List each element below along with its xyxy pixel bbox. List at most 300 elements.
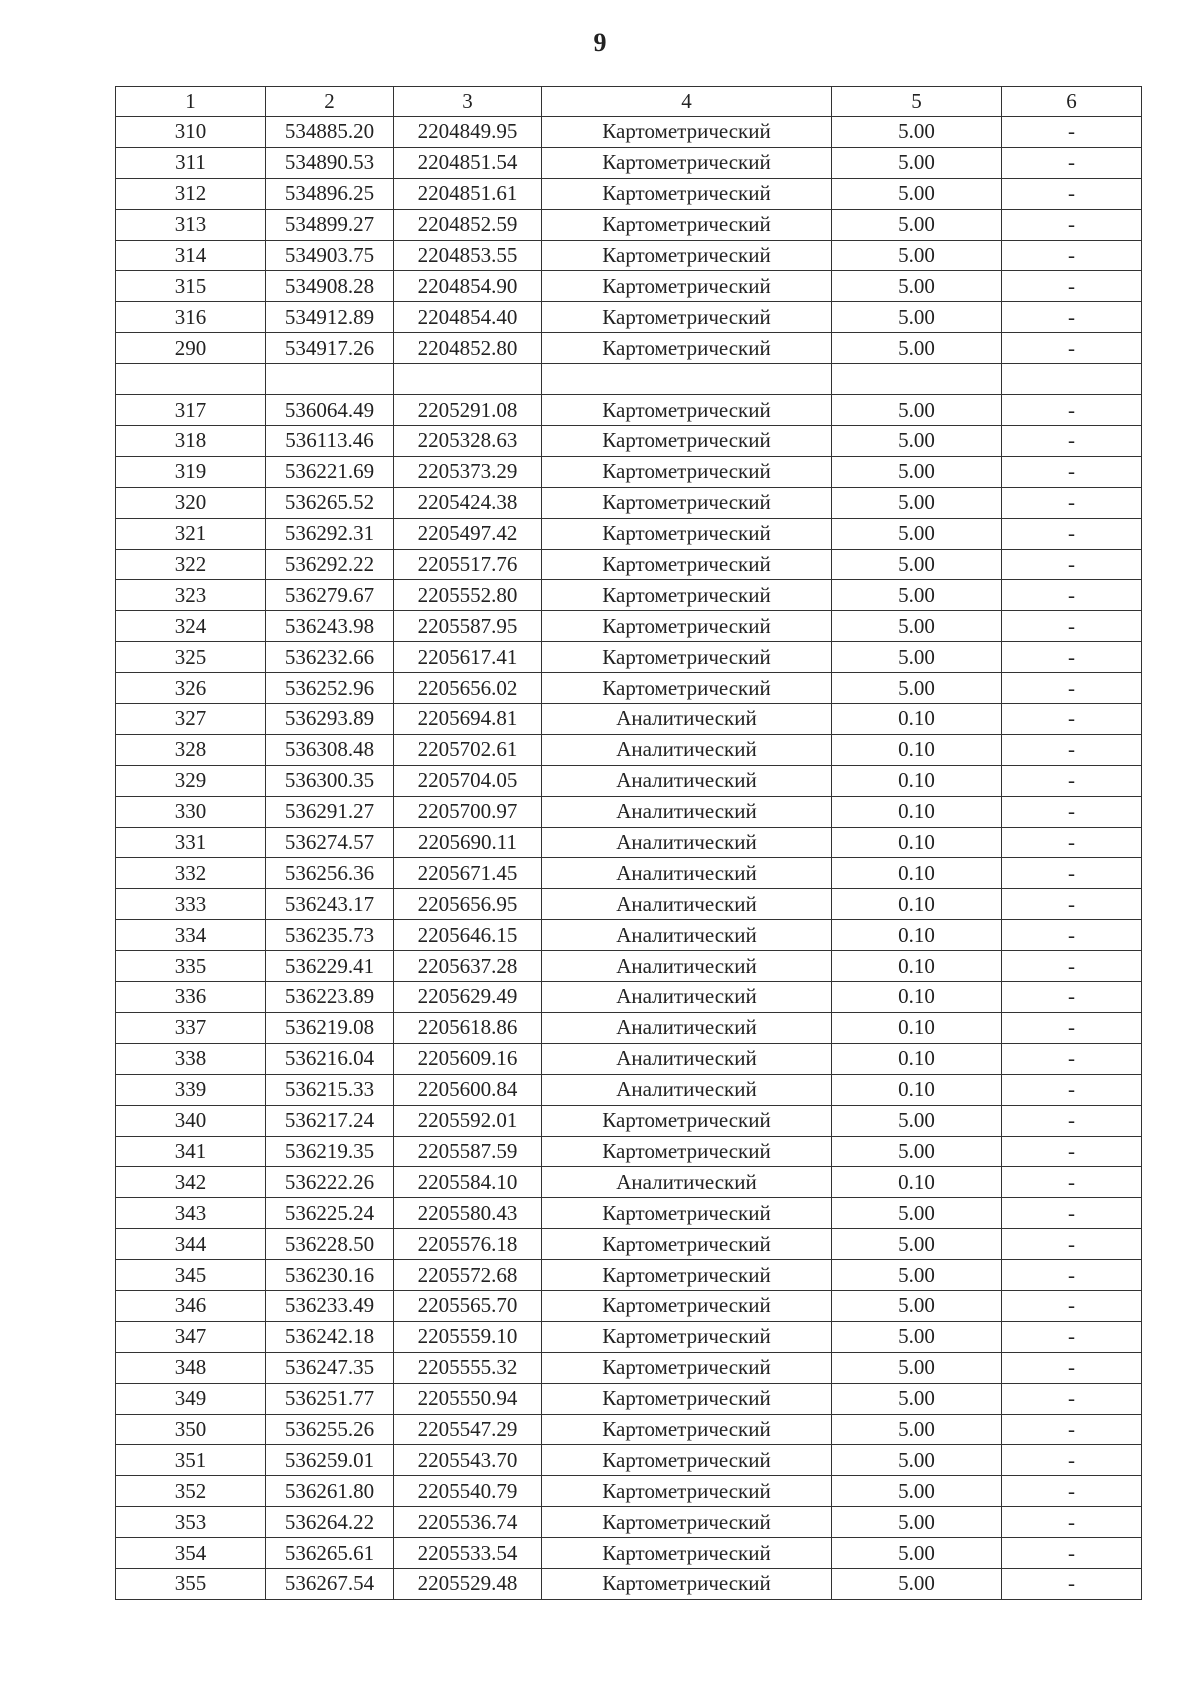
- method-cell: Картометрический: [542, 1538, 832, 1569]
- method-cell: Картометрический: [542, 209, 832, 240]
- x-coordinate-cell: 536216.04: [266, 1043, 394, 1074]
- x-coordinate-cell: 536233.49: [266, 1290, 394, 1321]
- point-number-cell: 342: [116, 1167, 266, 1198]
- method-cell: Картометрический: [542, 549, 832, 580]
- table-row: [116, 518, 1142, 549]
- method-cell: Картометрический: [542, 456, 832, 487]
- table-row: [116, 1105, 1142, 1136]
- y-coordinate-cell: 2205609.16: [394, 1043, 542, 1074]
- table-row: [116, 1445, 1142, 1476]
- point-number-cell: 337: [116, 1012, 266, 1043]
- accuracy-cell: 5.00: [832, 611, 1002, 642]
- accuracy-cell: 5.00: [832, 1198, 1002, 1229]
- y-coordinate-cell: 2205671.45: [394, 858, 542, 889]
- y-coordinate-cell: 2205424.38: [394, 487, 542, 518]
- y-coordinate-cell: 2205533.54: [394, 1538, 542, 1569]
- x-coordinate-cell: 536217.24: [266, 1105, 394, 1136]
- x-coordinate-cell: 536265.61: [266, 1538, 394, 1569]
- x-coordinate-cell: 536265.52: [266, 487, 394, 518]
- column-header: 2: [266, 87, 394, 117]
- y-coordinate-cell: 2205704.05: [394, 765, 542, 796]
- coordinates-table: [115, 86, 1142, 1600]
- x-coordinate-cell: 536235.73: [266, 920, 394, 951]
- note-cell: -: [1002, 395, 1142, 426]
- point-number-cell: 349: [116, 1383, 266, 1414]
- column-header: 4: [542, 87, 832, 117]
- note-cell: -: [1002, 642, 1142, 673]
- point-number-cell: 327: [116, 704, 266, 735]
- table-row: [116, 426, 1142, 457]
- x-coordinate-cell: 536267.54: [266, 1568, 394, 1599]
- method-cell: Картометрический: [542, 240, 832, 271]
- accuracy-cell: 0.10: [832, 951, 1002, 982]
- point-number-cell: 328: [116, 734, 266, 765]
- point-number-cell: 290: [116, 333, 266, 364]
- table-row: [116, 1538, 1142, 1569]
- y-coordinate-cell: 2205536.74: [394, 1507, 542, 1538]
- method-cell: Картометрический: [542, 1105, 832, 1136]
- note-cell: -: [1002, 1105, 1142, 1136]
- point-number-cell: 331: [116, 827, 266, 858]
- accuracy-cell: 5.00: [832, 518, 1002, 549]
- note-cell: -: [1002, 1476, 1142, 1507]
- note-cell: -: [1002, 673, 1142, 704]
- x-coordinate-cell: 534890.53: [266, 147, 394, 178]
- point-number-cell: 315: [116, 271, 266, 302]
- method-cell: Аналитический: [542, 796, 832, 827]
- point-number-cell: 354: [116, 1538, 266, 1569]
- accuracy-cell: 0.10: [832, 827, 1002, 858]
- column-header: 1: [116, 87, 266, 117]
- method-cell: Картометрический: [542, 611, 832, 642]
- y-coordinate-cell: 2205580.43: [394, 1198, 542, 1229]
- method-cell: Картометрический: [542, 1321, 832, 1352]
- y-coordinate-cell: 2205543.70: [394, 1445, 542, 1476]
- method-cell: Картометрический: [542, 178, 832, 209]
- x-coordinate-cell: 536292.31: [266, 518, 394, 549]
- accuracy-cell: 5.00: [832, 271, 1002, 302]
- note-cell: -: [1002, 178, 1142, 209]
- method-cell: Аналитический: [542, 734, 832, 765]
- table-row: [116, 1136, 1142, 1167]
- accuracy-cell: 5.00: [832, 240, 1002, 271]
- method-cell: [542, 364, 832, 395]
- accuracy-cell: 0.10: [832, 704, 1002, 735]
- note-cell: -: [1002, 611, 1142, 642]
- method-cell: Картометрический: [542, 1136, 832, 1167]
- point-number-cell: 333: [116, 889, 266, 920]
- method-cell: Картометрический: [542, 1260, 832, 1291]
- y-coordinate-cell: 2204854.40: [394, 302, 542, 333]
- x-coordinate-cell: 536064.49: [266, 395, 394, 426]
- table-row: [116, 827, 1142, 858]
- table-row: [116, 395, 1142, 426]
- point-number-cell: 330: [116, 796, 266, 827]
- y-coordinate-cell: 2205555.32: [394, 1352, 542, 1383]
- method-cell: Картометрический: [542, 1290, 832, 1321]
- note-cell: -: [1002, 1321, 1142, 1352]
- y-coordinate-cell: 2205552.80: [394, 580, 542, 611]
- method-cell: Аналитический: [542, 982, 832, 1013]
- table-row: [116, 456, 1142, 487]
- accuracy-cell: 0.10: [832, 1043, 1002, 1074]
- point-number-cell: 343: [116, 1198, 266, 1229]
- table-row: [116, 982, 1142, 1013]
- point-number-cell: 326: [116, 673, 266, 704]
- accuracy-cell: 0.10: [832, 889, 1002, 920]
- y-coordinate-cell: 2205517.76: [394, 549, 542, 580]
- y-coordinate-cell: 2205700.97: [394, 796, 542, 827]
- note-cell: -: [1002, 549, 1142, 580]
- y-coordinate-cell: 2205600.84: [394, 1074, 542, 1105]
- table-row: [116, 1198, 1142, 1229]
- table-row: [116, 1012, 1142, 1043]
- note-cell: -: [1002, 333, 1142, 364]
- accuracy-cell: 5.00: [832, 1568, 1002, 1599]
- note-cell: -: [1002, 765, 1142, 796]
- note-cell: -: [1002, 1043, 1142, 1074]
- table-row: [116, 117, 1142, 148]
- point-number-cell: 318: [116, 426, 266, 457]
- method-cell: Картометрический: [542, 117, 832, 148]
- table-row: [116, 1568, 1142, 1599]
- y-coordinate-cell: 2205529.48: [394, 1568, 542, 1599]
- x-coordinate-cell: 536259.01: [266, 1445, 394, 1476]
- table-row: [116, 611, 1142, 642]
- table-row: [116, 734, 1142, 765]
- method-cell: Аналитический: [542, 1074, 832, 1105]
- point-number-cell: 329: [116, 765, 266, 796]
- x-coordinate-cell: 536293.89: [266, 704, 394, 735]
- note-cell: -: [1002, 827, 1142, 858]
- point-number-cell: 344: [116, 1229, 266, 1260]
- accuracy-cell: 5.00: [832, 580, 1002, 611]
- method-cell: Картометрический: [542, 1383, 832, 1414]
- table-row: [116, 704, 1142, 735]
- table-row: [116, 951, 1142, 982]
- accuracy-cell: 5.00: [832, 1538, 1002, 1569]
- y-coordinate-cell: 2205587.59: [394, 1136, 542, 1167]
- method-cell: Аналитический: [542, 765, 832, 796]
- table-row: [116, 178, 1142, 209]
- method-cell: Аналитический: [542, 889, 832, 920]
- y-coordinate-cell: 2205584.10: [394, 1167, 542, 1198]
- point-number-cell: 355: [116, 1568, 266, 1599]
- y-coordinate-cell: 2205373.29: [394, 456, 542, 487]
- note-cell: -: [1002, 1074, 1142, 1105]
- point-number-cell: 322: [116, 549, 266, 580]
- point-number-cell: 316: [116, 302, 266, 333]
- point-number-cell: 313: [116, 209, 266, 240]
- table-row: [116, 580, 1142, 611]
- method-cell: Аналитический: [542, 704, 832, 735]
- accuracy-cell: 0.10: [832, 920, 1002, 951]
- point-number-cell: 321: [116, 518, 266, 549]
- method-cell: Картометрический: [542, 673, 832, 704]
- table-row: [116, 487, 1142, 518]
- accuracy-cell: 5.00: [832, 1136, 1002, 1167]
- accuracy-cell: 5.00: [832, 673, 1002, 704]
- table-row: [116, 209, 1142, 240]
- method-cell: Картометрический: [542, 1352, 832, 1383]
- x-coordinate-cell: 536225.24: [266, 1198, 394, 1229]
- x-coordinate-cell: 536255.26: [266, 1414, 394, 1445]
- y-coordinate-cell: 2205702.61: [394, 734, 542, 765]
- method-cell: Картометрический: [542, 1507, 832, 1538]
- table-row: [116, 796, 1142, 827]
- x-coordinate-cell: 534885.20: [266, 117, 394, 148]
- table-row: [116, 1476, 1142, 1507]
- column-header: 3: [394, 87, 542, 117]
- accuracy-cell: 5.00: [832, 487, 1002, 518]
- note-cell: -: [1002, 487, 1142, 518]
- accuracy-cell: 0.10: [832, 1167, 1002, 1198]
- x-coordinate-cell: 536243.17: [266, 889, 394, 920]
- method-cell: Аналитический: [542, 858, 832, 889]
- y-coordinate-cell: 2205690.11: [394, 827, 542, 858]
- x-coordinate-cell: 536228.50: [266, 1229, 394, 1260]
- method-cell: Картометрический: [542, 426, 832, 457]
- y-coordinate-cell: 2205565.70: [394, 1290, 542, 1321]
- method-cell: Картометрический: [542, 1229, 832, 1260]
- point-number-cell: 310: [116, 117, 266, 148]
- table-row: [116, 1352, 1142, 1383]
- accuracy-cell: 0.10: [832, 1074, 1002, 1105]
- x-coordinate-cell: 536230.16: [266, 1260, 394, 1291]
- table-header-row: [116, 87, 1142, 117]
- table-row: [116, 1229, 1142, 1260]
- table-row: [116, 889, 1142, 920]
- method-cell: Картометрический: [542, 487, 832, 518]
- accuracy-cell: 5.00: [832, 302, 1002, 333]
- point-number-cell: 319: [116, 456, 266, 487]
- y-coordinate-cell: 2204851.54: [394, 147, 542, 178]
- note-cell: [1002, 364, 1142, 395]
- method-cell: Аналитический: [542, 1043, 832, 1074]
- y-coordinate-cell: 2204852.80: [394, 333, 542, 364]
- x-coordinate-cell: 536274.57: [266, 827, 394, 858]
- x-coordinate-cell: 536229.41: [266, 951, 394, 982]
- accuracy-cell: 5.00: [832, 117, 1002, 148]
- y-coordinate-cell: 2204852.59: [394, 209, 542, 240]
- point-number-cell: 312: [116, 178, 266, 209]
- note-cell: -: [1002, 580, 1142, 611]
- column-header: 6: [1002, 87, 1142, 117]
- x-coordinate-cell: 534899.27: [266, 209, 394, 240]
- method-cell: Картометрический: [542, 147, 832, 178]
- y-coordinate-cell: 2205629.49: [394, 982, 542, 1013]
- x-coordinate-cell: 536232.66: [266, 642, 394, 673]
- x-coordinate-cell: 536221.69: [266, 456, 394, 487]
- point-number-cell: 346: [116, 1290, 266, 1321]
- accuracy-cell: 5.00: [832, 178, 1002, 209]
- x-coordinate-cell: 536308.48: [266, 734, 394, 765]
- note-cell: -: [1002, 209, 1142, 240]
- note-cell: -: [1002, 302, 1142, 333]
- table-row: [116, 1507, 1142, 1538]
- y-coordinate-cell: 2205656.02: [394, 673, 542, 704]
- method-cell: Аналитический: [542, 951, 832, 982]
- x-coordinate-cell: 536261.80: [266, 1476, 394, 1507]
- table-row: [116, 549, 1142, 580]
- accuracy-cell: [832, 364, 1002, 395]
- note-cell: -: [1002, 271, 1142, 302]
- y-coordinate-cell: 2205540.79: [394, 1476, 542, 1507]
- coordinates-table-body: [116, 87, 1142, 1600]
- x-coordinate-cell: 534903.75: [266, 240, 394, 271]
- table-row: [116, 1074, 1142, 1105]
- table-row: [116, 271, 1142, 302]
- accuracy-cell: 0.10: [832, 858, 1002, 889]
- y-coordinate-cell: 2205497.42: [394, 518, 542, 549]
- table-row: [116, 642, 1142, 673]
- note-cell: -: [1002, 1445, 1142, 1476]
- point-number-cell: 317: [116, 395, 266, 426]
- accuracy-cell: 0.10: [832, 1012, 1002, 1043]
- note-cell: -: [1002, 1538, 1142, 1569]
- accuracy-cell: 0.10: [832, 982, 1002, 1013]
- note-cell: -: [1002, 1414, 1142, 1445]
- method-cell: Аналитический: [542, 1167, 832, 1198]
- table-row: [116, 1167, 1142, 1198]
- y-coordinate-cell: 2205618.86: [394, 1012, 542, 1043]
- method-cell: Картометрический: [542, 580, 832, 611]
- y-coordinate-cell: 2205592.01: [394, 1105, 542, 1136]
- method-cell: Картометрический: [542, 1568, 832, 1599]
- point-number-cell: 311: [116, 147, 266, 178]
- accuracy-cell: 5.00: [832, 1414, 1002, 1445]
- y-coordinate-cell: 2205656.95: [394, 889, 542, 920]
- y-coordinate-cell: 2205559.10: [394, 1321, 542, 1352]
- x-coordinate-cell: 536251.77: [266, 1383, 394, 1414]
- y-coordinate-cell: 2205291.08: [394, 395, 542, 426]
- accuracy-cell: 0.10: [832, 796, 1002, 827]
- x-coordinate-cell: 536247.35: [266, 1352, 394, 1383]
- note-cell: -: [1002, 1290, 1142, 1321]
- point-number-cell: 352: [116, 1476, 266, 1507]
- y-coordinate-cell: 2204849.95: [394, 117, 542, 148]
- y-coordinate-cell: 2205572.68: [394, 1260, 542, 1291]
- point-number-cell: 347: [116, 1321, 266, 1352]
- accuracy-cell: 5.00: [832, 426, 1002, 457]
- note-cell: -: [1002, 796, 1142, 827]
- note-cell: -: [1002, 1012, 1142, 1043]
- table-row: [116, 1043, 1142, 1074]
- point-number-cell: 324: [116, 611, 266, 642]
- x-coordinate-cell: 536222.26: [266, 1167, 394, 1198]
- y-coordinate-cell: 2205328.63: [394, 426, 542, 457]
- y-coordinate-cell: 2205617.41: [394, 642, 542, 673]
- x-coordinate-cell: [266, 364, 394, 395]
- note-cell: -: [1002, 518, 1142, 549]
- note-cell: -: [1002, 1229, 1142, 1260]
- table-row: [116, 1290, 1142, 1321]
- method-cell: Картометрический: [542, 1198, 832, 1229]
- point-number-cell: 353: [116, 1507, 266, 1538]
- x-coordinate-cell: 536279.67: [266, 580, 394, 611]
- x-coordinate-cell: 536223.89: [266, 982, 394, 1013]
- table-row: [116, 858, 1142, 889]
- point-number-cell: 351: [116, 1445, 266, 1476]
- note-cell: -: [1002, 1167, 1142, 1198]
- method-cell: Картометрический: [542, 1445, 832, 1476]
- note-cell: -: [1002, 1383, 1142, 1414]
- point-number-cell: 339: [116, 1074, 266, 1105]
- y-coordinate-cell: 2205694.81: [394, 704, 542, 735]
- method-cell: Картометрический: [542, 1414, 832, 1445]
- point-number-cell: 340: [116, 1105, 266, 1136]
- accuracy-cell: 5.00: [832, 1321, 1002, 1352]
- accuracy-cell: 5.00: [832, 642, 1002, 673]
- note-cell: -: [1002, 704, 1142, 735]
- y-coordinate-cell: 2205547.29: [394, 1414, 542, 1445]
- accuracy-cell: 5.00: [832, 1260, 1002, 1291]
- y-coordinate-cell: 2205550.94: [394, 1383, 542, 1414]
- note-cell: -: [1002, 1198, 1142, 1229]
- point-number-cell: 314: [116, 240, 266, 271]
- point-number-cell: 335: [116, 951, 266, 982]
- accuracy-cell: 5.00: [832, 1445, 1002, 1476]
- point-number-cell: 320: [116, 487, 266, 518]
- accuracy-cell: 5.00: [832, 1383, 1002, 1414]
- accuracy-cell: 5.00: [832, 1352, 1002, 1383]
- x-coordinate-cell: 536264.22: [266, 1507, 394, 1538]
- point-number-cell: 350: [116, 1414, 266, 1445]
- note-cell: -: [1002, 1568, 1142, 1599]
- note-cell: -: [1002, 117, 1142, 148]
- x-coordinate-cell: 536291.27: [266, 796, 394, 827]
- accuracy-cell: 5.00: [832, 1507, 1002, 1538]
- method-cell: Картометрический: [542, 271, 832, 302]
- accuracy-cell: 0.10: [832, 734, 1002, 765]
- table-row: [116, 1383, 1142, 1414]
- note-cell: -: [1002, 1507, 1142, 1538]
- table-row: [116, 302, 1142, 333]
- point-number-cell: 348: [116, 1352, 266, 1383]
- x-coordinate-cell: 536300.35: [266, 765, 394, 796]
- point-number-cell: 338: [116, 1043, 266, 1074]
- accuracy-cell: 5.00: [832, 147, 1002, 178]
- table-row: [116, 240, 1142, 271]
- method-cell: Картометрический: [542, 395, 832, 426]
- x-coordinate-cell: 536242.18: [266, 1321, 394, 1352]
- note-cell: -: [1002, 426, 1142, 457]
- y-coordinate-cell: 2204851.61: [394, 178, 542, 209]
- point-number-cell: 336: [116, 982, 266, 1013]
- table-row: [116, 333, 1142, 364]
- table-row: [116, 920, 1142, 951]
- column-header: 5: [832, 87, 1002, 117]
- point-number-cell: 341: [116, 1136, 266, 1167]
- point-number-cell: 345: [116, 1260, 266, 1291]
- accuracy-cell: 5.00: [832, 1105, 1002, 1136]
- note-cell: -: [1002, 1260, 1142, 1291]
- note-cell: -: [1002, 147, 1142, 178]
- x-coordinate-cell: 534896.25: [266, 178, 394, 209]
- point-number-cell: 325: [116, 642, 266, 673]
- note-cell: -: [1002, 982, 1142, 1013]
- method-cell: Аналитический: [542, 1012, 832, 1043]
- method-cell: Аналитический: [542, 920, 832, 951]
- note-cell: -: [1002, 1136, 1142, 1167]
- y-coordinate-cell: 2204854.90: [394, 271, 542, 302]
- accuracy-cell: 5.00: [832, 395, 1002, 426]
- method-cell: Картометрический: [542, 518, 832, 549]
- x-coordinate-cell: 536219.08: [266, 1012, 394, 1043]
- x-coordinate-cell: 536215.33: [266, 1074, 394, 1105]
- y-coordinate-cell: 2205587.95: [394, 611, 542, 642]
- table-row: [116, 673, 1142, 704]
